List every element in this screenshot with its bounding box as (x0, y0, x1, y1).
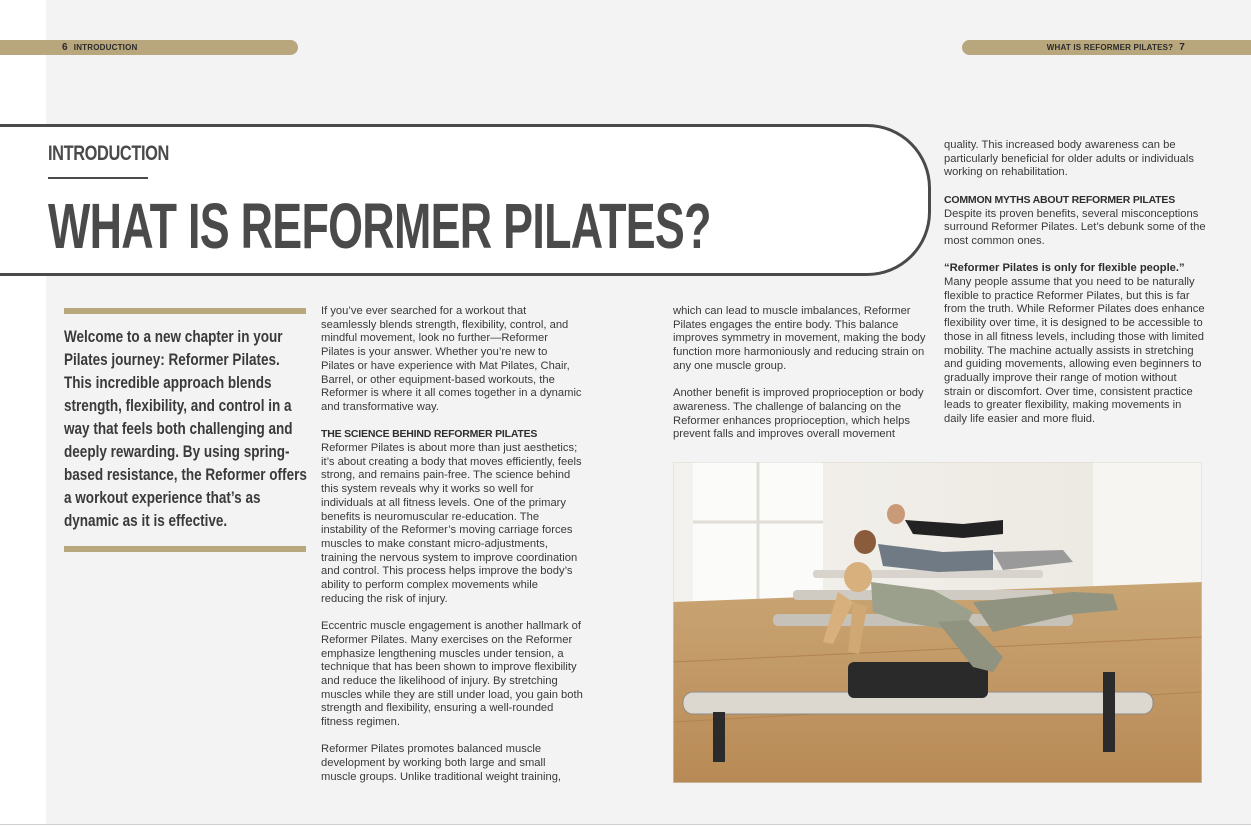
running-header-left-label: INTRODUCTION (73, 43, 138, 52)
paragraph: Another benefit is improved proprioception or body awareness. The challenge of balancing on the Reformer enhances proprioception, which helps prevent falls and improves overall movement (673, 387, 924, 441)
intro-bottom-rule (64, 546, 306, 552)
page-number-right: 7 (1179, 42, 1185, 53)
section-kicker: INTRODUCTION (48, 142, 169, 165)
body-column-2 (673, 305, 935, 456)
page-title: WHAT IS REFORMER PILATES? (48, 190, 711, 262)
intro-callout: Welcome to a new chapter in your Pilates journey: Reformer Pilates. This incredible approach blends strength, flexibility, and control in a way that feels both challenging and deeply rewarding. By using spring-based resistance, the Reformer offers a workout experience that’s as dynamic as it is effective. (64, 328, 307, 530)
section-heading: THE SCIENCE BEHIND REFORMER PILATES (321, 428, 538, 441)
reformer-class-photo (673, 462, 1202, 783)
paragraph: Many people assume that you need to be naturally flexible to practice Reformer Pilates, but this is far from the truth. While Reformer Pilates does enhance flexibility over time, it is designed to be accessible to those in all fitness levels, including those with limited mobility. The machine actually assists in stretching and guiding movements, allowing even beginners to gradually improve their range of motion without strain or discomfort. Over time, consistent practice leads to greater flexibility, making movements in daily life easier and more fluid. (944, 276, 1205, 426)
running-header-left (0, 40, 298, 55)
myth-quote: “Reformer Pilates is only for flexible people.” (944, 262, 1185, 275)
paragraph: If you’ve ever searched for a workout that seamlessly blends strength, flexibility, control, and mindful movement, look no further—Reformer Pilates is your answer. Whether you’re new to Pilates or have experience with Mat Pilates, Chair, Barrel, or other equipment-based workouts, the Reformer is where it all comes together in a dynamic and transformative way. (321, 305, 582, 413)
page-number-left: 6 (62, 42, 68, 53)
photo-illustration (673, 462, 1202, 783)
paragraph: Despite its proven benefits, several misconceptions surround Reformer Pilates. Let’s debunk some of the most common ones. (944, 207, 1206, 247)
kicker-underline (48, 177, 148, 179)
paragraph: Reformer Pilates promotes balanced muscle development by working both large and small muscle groups. Unlike traditional weight training, (321, 743, 562, 783)
running-header-right-label: WHAT IS REFORMER PILATES? (1046, 43, 1174, 52)
running-header-right (962, 40, 1251, 55)
paragraph: which can lead to muscle imbalances, Reformer Pilates engages the entire body. This balance improves symmetry in movement, making the body function more harmoniously and reducing strain on any one muscle group. (673, 305, 926, 372)
section-heading: COMMON MYTHS ABOUT REFORMER PILATES (944, 193, 1175, 206)
body-column-1 (321, 305, 583, 798)
paragraph: Eccentric muscle engagement is another hallmark of Reformer Pilates. Many exercises on the Reformer emphasize lengthening muscles under tension, a technique that has been shown to improve flexibility and reduce the likelihood of injury. By stretching muscles while they are still under load, you gain both strength and flexibility, ensuring a well-rounded fitness regimen. (321, 620, 583, 729)
body-column-3 (944, 139, 1206, 440)
intro-top-rule (64, 308, 306, 314)
paragraph: Reformer Pilates is about more than just aesthetics; it’s about creating a body that moves efficiently, feels strong, and remains pain-free. The science behind this system reveals why it works so well for individuals at all fitness levels. One of the primary benefits is neuromuscular re-education. The instability of the Reformer’s moving carriage forces muscles to make constant micro-adjustments, training the nervous system to improve coordination and control. This process helps improve the body’s ability to perform complex movements while reducing the risk of injury. (321, 442, 582, 605)
paragraph: quality. This increased body awareness can be particularly beneficial for older adults or individuals working on rehabilitation. (944, 139, 1194, 179)
